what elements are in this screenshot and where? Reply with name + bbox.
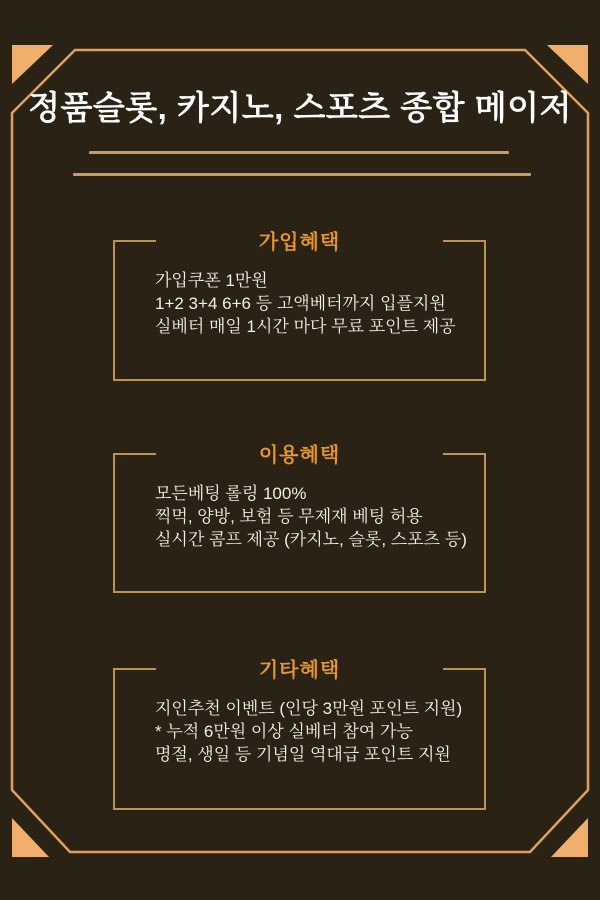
benefit-line: 명절, 생일 등 기념일 역대급 포인트 지원 xyxy=(155,745,451,764)
benefit-box-usage-lines xyxy=(115,453,484,551)
corner-triangle-top-right-icon xyxy=(547,45,588,84)
benefit-box-other-title: 기타혜택 xyxy=(258,659,341,682)
benefit-box-signup-title: 가입혜택 xyxy=(258,231,341,254)
corner-triangle-top-left-icon xyxy=(12,45,53,84)
benefit-line: * 누적 6만원 이상 실베터 참여 가능 xyxy=(155,722,413,741)
title-divider-top xyxy=(89,151,509,154)
benefit-line: 지인추천 이벤트 (인당 3만원 포인트 지원) xyxy=(155,699,463,718)
page-title: 정품슬롯, 카지노, 스포츠 종합 메이저 xyxy=(28,89,572,126)
benefit-box-other xyxy=(113,659,486,810)
benefit-line: 가입쿠폰 1만원 xyxy=(155,271,268,290)
benefit-line: 1+2 3+4 6+6 등 고액베터까지 입플지원 xyxy=(155,294,446,313)
benefit-box-other-lines xyxy=(115,668,484,766)
benefit-line: 실베터 매일 1시간 마다 무료 포인트 제공 xyxy=(155,317,456,336)
corner-triangle-bottom-left-icon xyxy=(12,818,49,857)
benefit-box-signup-lines xyxy=(115,240,484,338)
benefit-line: 찍먹, 양방, 보험 등 무제재 베팅 허용 xyxy=(155,507,423,526)
title-divider-bottom xyxy=(73,173,531,176)
benefit-line: 실시간 콤프 제공 (카지노, 슬롯, 스포츠 등) xyxy=(155,530,467,549)
benefit-box-usage xyxy=(113,444,486,593)
benefit-line: 모든베팅 롤링 100% xyxy=(155,484,307,503)
corner-triangle-bottom-right-icon xyxy=(551,818,588,857)
benefit-box-usage-title: 이용혜택 xyxy=(258,444,341,467)
benefit-box-signup xyxy=(113,231,486,381)
